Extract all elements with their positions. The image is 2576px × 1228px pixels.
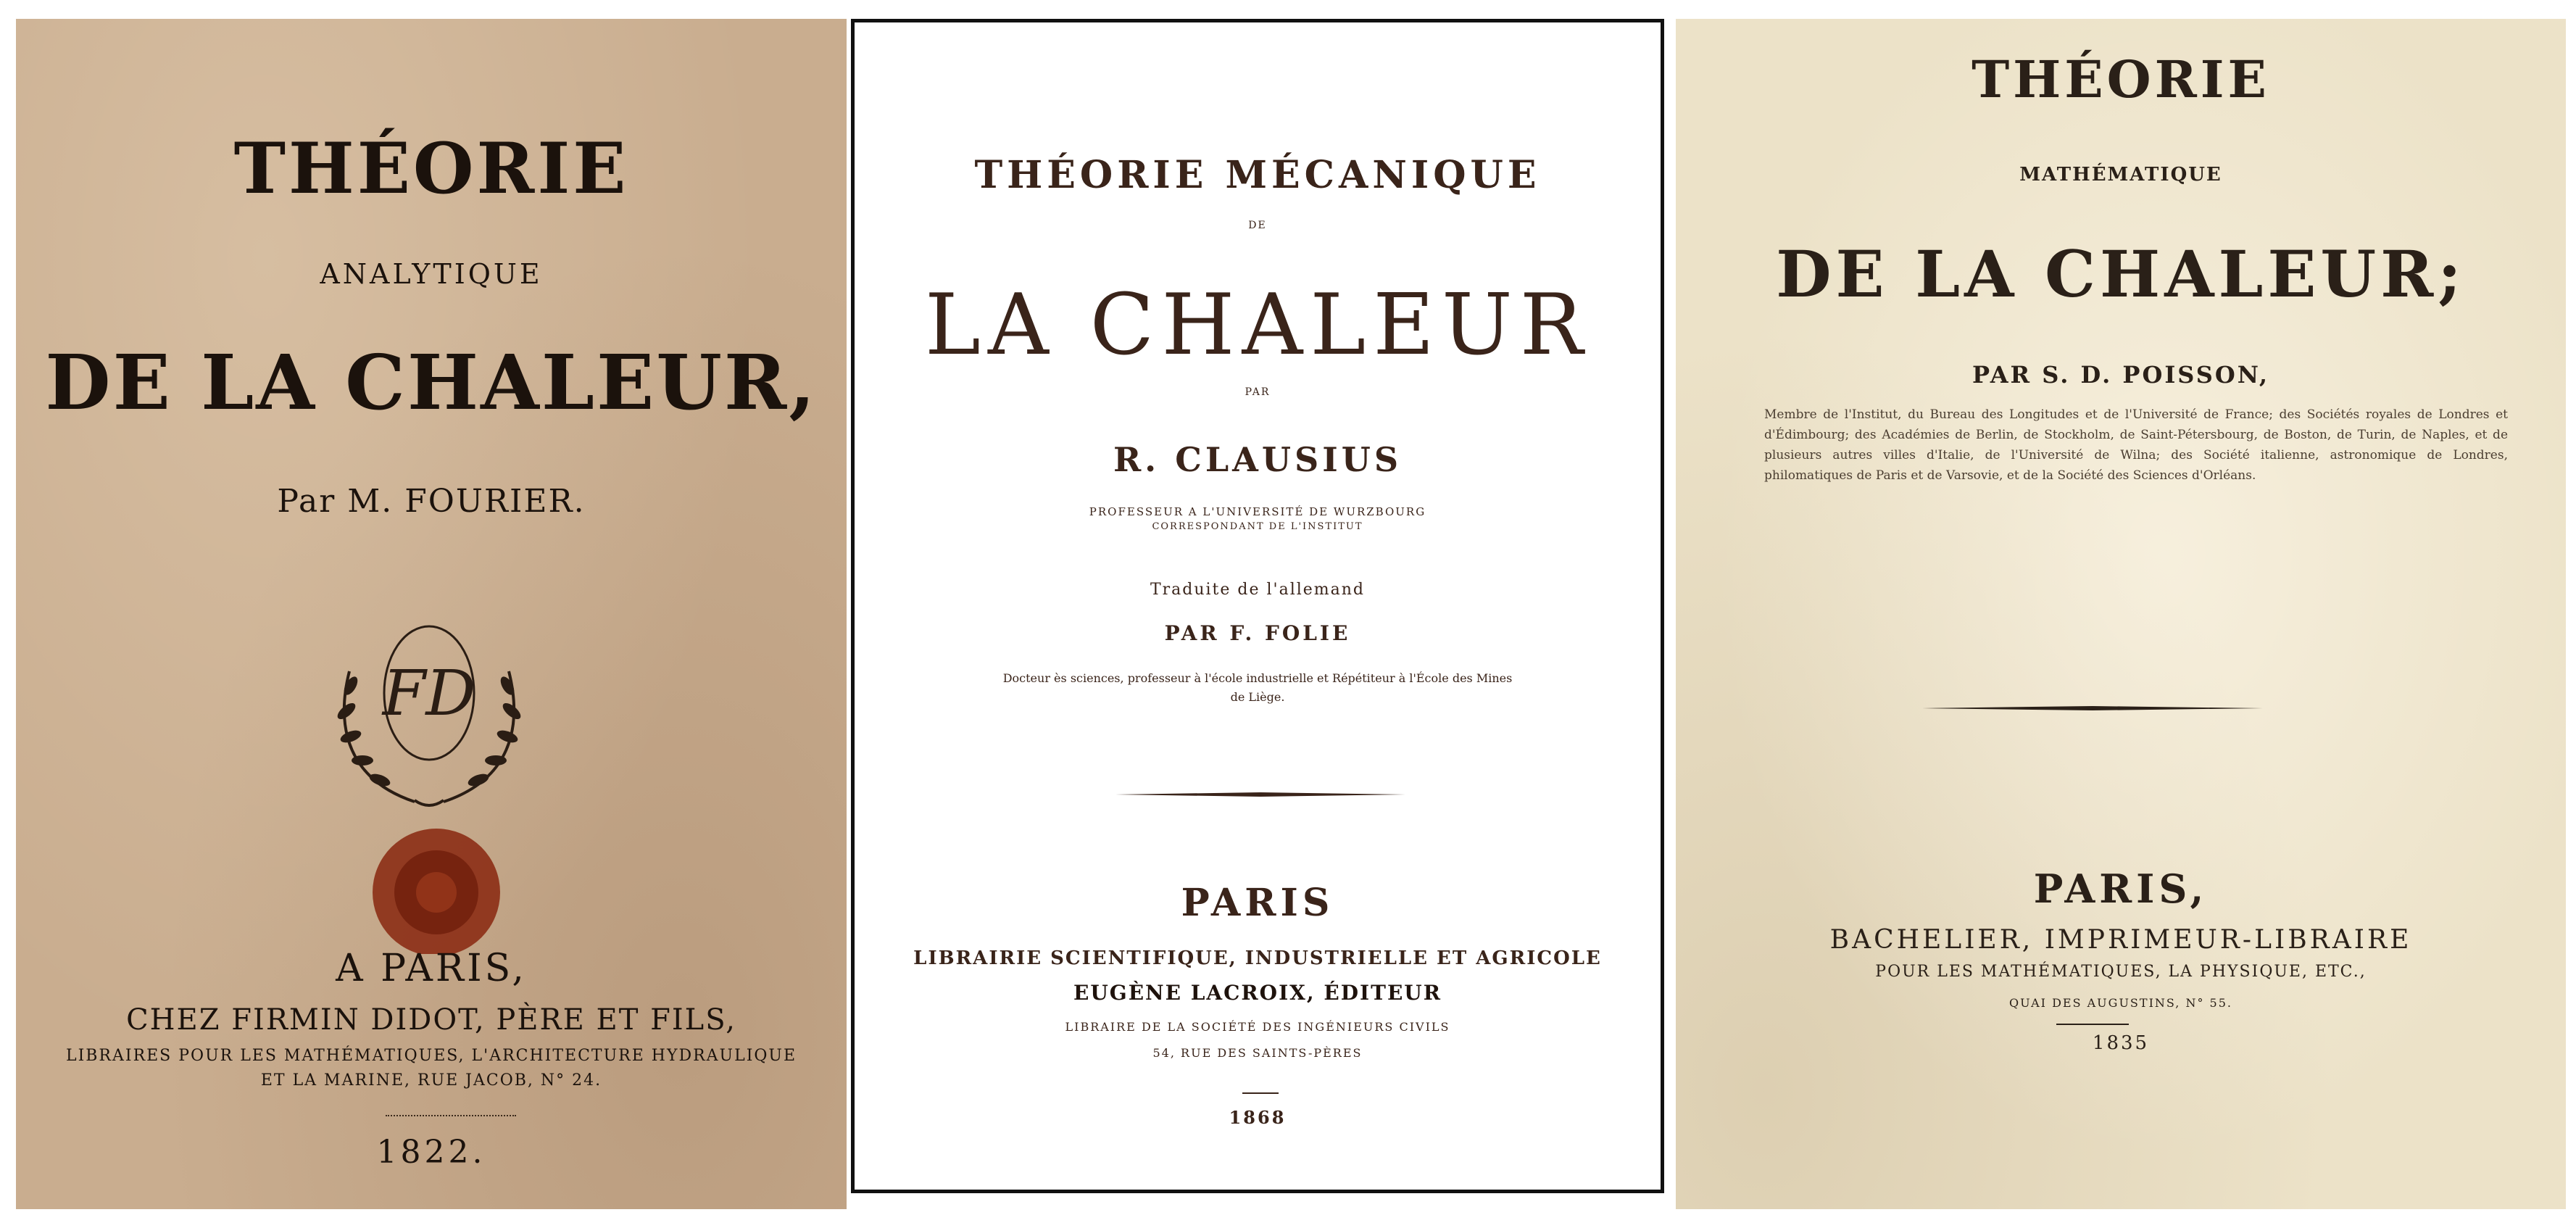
- publisher-desc: POUR LES MATHÉMATIQUES, LA PHYSIQUE, ETC.,: [1875, 963, 2367, 981]
- title-page-clausius: [851, 19, 1664, 1193]
- author-affiliation: CORRESPONDANT DE L'INSTITUT: [1152, 521, 1363, 532]
- publication-year: 1835: [2092, 1032, 2150, 1054]
- short-rule: [2056, 1024, 2129, 1025]
- page-title: THÉORIE: [1972, 49, 2270, 109]
- connector-word: DE: [1248, 220, 1267, 231]
- ornamental-rule: [1922, 706, 2263, 710]
- main-title: LA CHALEUR: [924, 276, 1591, 374]
- author-line: Par M. FOURIER.: [277, 483, 586, 520]
- author-line: R. CLAUSIUS: [1113, 440, 1403, 479]
- page-subtitle: ANALYTIQUE: [320, 258, 543, 290]
- translator-line: PAR F. FOLIE: [1164, 621, 1351, 645]
- monogram-text: FD: [382, 657, 476, 730]
- publisher-address: QUAI DES AUGUSTINS, N° 55.: [2009, 996, 2232, 1010]
- publication-year: 1822.: [376, 1134, 486, 1171]
- author-affiliation: PROFESSEUR A L'UNIVERSITÉ DE WURZBOURG: [1089, 505, 1426, 518]
- publisher-editor: EUGÈNE LACROIX, ÉDITEUR: [1073, 981, 1442, 1005]
- publisher: LIBRAIRIE SCIENTIFIQUE, INDUSTRIELLE ET AGRICOLE: [913, 947, 1602, 969]
- translation-note: Traduite de l'allemand: [1150, 581, 1366, 599]
- author-line: PAR S. D. POISSON,: [1972, 361, 2270, 389]
- title-page-fourier: [16, 19, 847, 1209]
- short-rule: [1242, 1092, 1279, 1094]
- dotted-rule: [386, 1115, 516, 1116]
- publisher-address: 54, RUE DES SAINTS-PÈRES: [1152, 1046, 1363, 1060]
- publisher: BACHELIER, IMPRIMEUR-LIBRAIRE: [1829, 925, 2412, 955]
- page-subtitle: MATHÉMATIQUE: [2019, 164, 2222, 186]
- laurel-monogram-seal-emblem: [306, 613, 552, 954]
- imprint-city: PARIS: [1181, 881, 1334, 925]
- translator-desc: Docteur ès sciences, professeur à l'école industrielle et Répétiteur à l'École des Mines de Liège.: [1002, 671, 1513, 704]
- main-title: DE LA CHALEUR,: [45, 338, 818, 427]
- page-title: THÉORIE MÉCANIQUE: [974, 153, 1541, 197]
- imprint-city: PARIS,: [2033, 866, 2209, 912]
- imprint-city: A PARIS,: [336, 947, 527, 990]
- page-title: THÉORIE: [233, 128, 629, 209]
- connector-word: PAR: [1245, 386, 1271, 398]
- publication-year: 1868: [1229, 1107, 1287, 1128]
- publisher: CHEZ FIRMIN DIDOT, PÈRE ET FILS,: [126, 1003, 736, 1037]
- publisher-desc: ET LA MARINE, RUE JACOB, N° 24.: [260, 1071, 602, 1090]
- ornamental-rule: [1115, 792, 1405, 797]
- main-title: DE LA CHALEUR;: [1776, 236, 2466, 312]
- publisher-desc: LIBRAIRES POUR LES MATHÉMATIQUES, L'ARCHITECTURE HYDRAULIQUE: [65, 1047, 797, 1065]
- title-page-poisson: [1676, 19, 2566, 1209]
- publisher-desc: LIBRAIRE DE LA SOCIÉTÉ DES INGÉNIEURS CIVILS: [1065, 1020, 1450, 1034]
- author-affiliation: Membre de l'Institut, du Bureau des Longitudes et de l'Université de France; des Sociétés royales de Londres et d'Édimbourg; des Académies de Berlin, de Stockholm, de Saint-Pétersbourg, de Boston, de Turin, de Naples, et de plusieurs autres villes d'Italie, de l'Université de Wilna; des Société italienne, astronomique de Londres, philomatiques de Paris et de Varsovie, et de la Société des Sciences d'Orléans.: [1764, 407, 2508, 483]
